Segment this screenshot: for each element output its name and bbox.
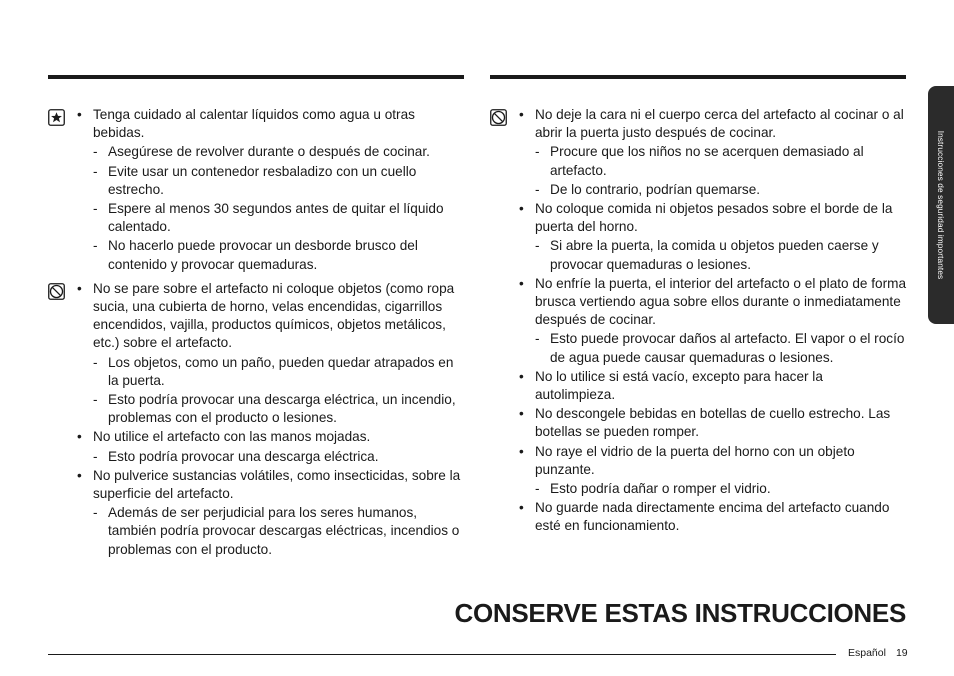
bullet-item bbox=[519, 405, 906, 441]
sub-item bbox=[93, 143, 466, 161]
sub-item-text: No hacerlo puede provocar un desborde brusco del contenido y provocar quemaduras. bbox=[108, 238, 418, 272]
bullet-item bbox=[519, 443, 906, 499]
bullet-item bbox=[77, 467, 466, 559]
bullet-glyph: • bbox=[77, 467, 82, 483]
dash-glyph: - bbox=[93, 144, 98, 160]
sub-item bbox=[93, 391, 466, 427]
bullet-item bbox=[519, 106, 906, 199]
dash-glyph: - bbox=[535, 238, 540, 254]
sub-item bbox=[93, 504, 466, 559]
dash-glyph: - bbox=[93, 238, 98, 254]
dash-glyph: - bbox=[93, 201, 98, 217]
sub-item-text: De lo contrario, podrían quemarse. bbox=[550, 181, 761, 197]
bullet-item bbox=[519, 368, 906, 404]
bullet-item bbox=[519, 275, 907, 367]
bullet-glyph: • bbox=[77, 280, 82, 296]
footer bbox=[848, 647, 908, 659]
sub-item bbox=[93, 237, 466, 273]
dash-glyph: - bbox=[93, 505, 98, 521]
bullet-item bbox=[519, 200, 906, 274]
bullet-item bbox=[77, 106, 466, 274]
right-column bbox=[490, 106, 906, 542]
sub-item bbox=[535, 181, 906, 199]
bullet-text: No enfríe la puerta, el interior del artefacto o el plato de forma brusca vertiendo agua sobre ellos durante o inmediatamente después de cocinar. bbox=[535, 275, 907, 328]
footer-language: Español bbox=[848, 647, 886, 659]
safety-section bbox=[490, 106, 906, 536]
safety-section bbox=[48, 106, 466, 274]
bullet-text: No descongele bebidas en botellas de cuello estrecho. Las botellas se pueden romper. bbox=[535, 406, 891, 440]
bullet-glyph: • bbox=[519, 201, 524, 217]
side-tab-label: Instrucciones de seguridad importantes bbox=[936, 130, 946, 280]
sub-item bbox=[535, 237, 906, 273]
bullet-glyph: • bbox=[519, 500, 524, 516]
sub-item bbox=[535, 330, 906, 366]
bullet-text: No utilice el artefacto con las manos mojadas. bbox=[93, 429, 371, 445]
bullet-text: No lo utilice si está vacío, excepto para hacer la autolimpieza. bbox=[535, 368, 823, 403]
bullet-glyph: • bbox=[519, 443, 524, 459]
sub-item bbox=[93, 448, 466, 466]
bullet-glyph: • bbox=[519, 406, 524, 422]
bullet-item bbox=[77, 280, 466, 428]
page-number: 19 bbox=[895, 647, 908, 659]
bullet-glyph: • bbox=[77, 429, 82, 445]
bullet-text: No se pare sobre el artefacto ni coloque objetos (como ropa sucia, una cubierta de horno, velas encendidas, cigarrillos encendidos, vajilla, productos químicos, objetos metálicos, etc.) sobre el artefacto. bbox=[93, 280, 455, 351]
dash-glyph: - bbox=[535, 331, 540, 347]
sub-item bbox=[93, 200, 466, 236]
dash-glyph: - bbox=[93, 448, 98, 464]
sub-item-text: Evite usar un contenedor resbaladizo con un cuello estrecho. bbox=[108, 163, 417, 197]
bullet-item bbox=[519, 499, 906, 535]
bullet-glyph: • bbox=[77, 107, 82, 122]
sub-item-text: Esto podría dañar o romper el vidrio. bbox=[550, 481, 771, 497]
dash-glyph: - bbox=[535, 181, 540, 197]
prohibited-icon bbox=[48, 283, 65, 300]
sub-item bbox=[93, 163, 466, 199]
right-column-rule bbox=[490, 75, 906, 79]
sub-item-text: Asegúrese de revolver durante o después de cocinar. bbox=[108, 144, 430, 160]
bullet-text: No coloque comida ni objetos pesados sobre el borde de la puerta del horno. bbox=[535, 201, 893, 235]
sub-item-text: Los objetos, como un paño, pueden quedar atrapados en la puerta. bbox=[108, 354, 454, 388]
bullet-text: No deje la cara ni el cuerpo cerca del artefacto al cocinar o al abrir la puerta justo después de cocinar. bbox=[535, 107, 904, 141]
dash-glyph: - bbox=[93, 354, 98, 370]
bullet-glyph: • bbox=[519, 368, 524, 384]
dash-glyph: - bbox=[93, 163, 98, 179]
bullet-item bbox=[77, 428, 466, 465]
bullet-glyph: • bbox=[519, 107, 524, 122]
bullet-text: No guarde nada directamente encima del artefacto cuando esté en funcionamiento. bbox=[535, 500, 890, 534]
dash-glyph: - bbox=[535, 481, 540, 497]
sub-item-text: Además de ser perjudicial para los seres humanos, también podría provocar descargas eléctricas, incendios o problemas con el producto. bbox=[108, 505, 460, 557]
star-warning-icon bbox=[48, 109, 65, 126]
bullet-glyph: • bbox=[519, 275, 524, 291]
sub-item-text: Si abre la puerta, la comida u objetos pueden caerse y provocar quemaduras o lesiones. bbox=[550, 238, 879, 272]
left-column-rule bbox=[48, 75, 464, 79]
sub-item bbox=[535, 143, 906, 179]
dash-glyph: - bbox=[93, 392, 98, 408]
section-side-tab bbox=[928, 86, 954, 324]
sub-item-text: Procure que los niños no se acerquen demasiado al artefacto. bbox=[550, 144, 864, 178]
sub-item-text: Esto podría provocar una descarga eléctrica, un incendio, problemas con el producto o lesiones. bbox=[108, 392, 456, 426]
safety-section bbox=[48, 280, 466, 559]
sub-item-text: Esto puede provocar daños al artefacto. El vapor o el rocío de agua puede causar quemaduras o lesiones. bbox=[550, 331, 905, 365]
sub-item-text: Espere al menos 30 segundos antes de quitar el líquido calentado. bbox=[108, 201, 444, 235]
sub-item-text: Esto podría provocar una descarga eléctrica. bbox=[108, 448, 379, 464]
left-column bbox=[48, 106, 466, 565]
dash-glyph: - bbox=[535, 144, 540, 160]
sub-item bbox=[535, 480, 906, 498]
sub-item bbox=[93, 354, 466, 390]
page-heading: CONSERVE ESTAS INSTRUCCIONES bbox=[454, 598, 906, 628]
bullet-text: No pulverice sustancias volátiles, como insecticidas, sobre la superficie del artefacto. bbox=[93, 467, 461, 502]
prohibited-icon bbox=[490, 109, 507, 126]
footer-rule bbox=[48, 654, 836, 655]
bullet-text: No raye el vidrio de la puerta del horno con un objeto punzante. bbox=[535, 443, 855, 477]
bullet-text: Tenga cuidado al calentar líquidos como agua u otras bebidas. bbox=[93, 107, 415, 141]
